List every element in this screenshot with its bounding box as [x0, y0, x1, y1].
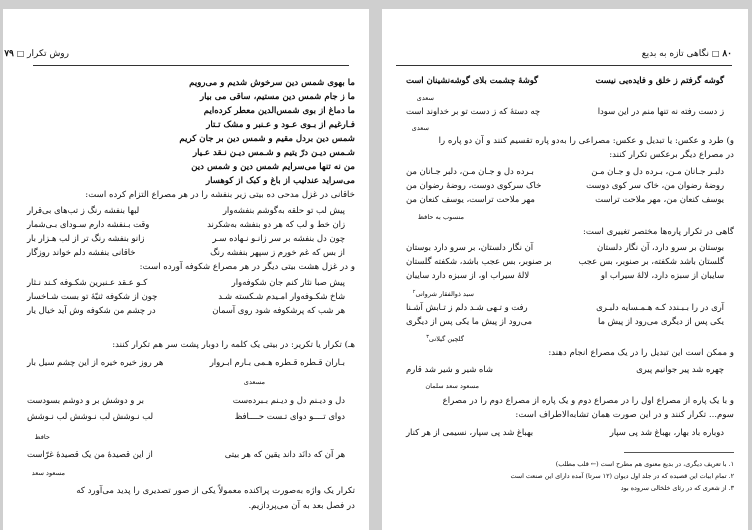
- text-line: تکرار یک واژه به‌صورت پراکنده معمولاً یکی از صور تصدیری را پدید می‌آورد که: [76, 486, 355, 496]
- hemistich: دلبـر جـانان مـن، بـرده دل و جـان مـن: [591, 166, 724, 176]
- hemistich: شاخ شکـوفه‌وار امـیدم شـکسته شـد: [218, 291, 345, 301]
- footnote-rule: [624, 452, 734, 453]
- poet-attribution: مسعدی: [243, 378, 265, 386]
- text-line: در مصراع دیگر برعکس تکرار کنند:: [609, 150, 734, 160]
- hemistich: بر صنوبر، بس عجب باشد، شکفته گلستان: [406, 256, 552, 266]
- hemistich: خاک سرکوی دوست، روضهٔ رضوان من: [406, 180, 542, 190]
- poet-attribution: سید ذوالفقار شروانی$^۲$: [412, 289, 474, 299]
- square-icon: □: [16, 49, 25, 58]
- poet-name: سید ذوالفقار شروانی: [415, 290, 474, 299]
- hemistich: یکی پس از دیگری می‌رود از پیش ما: [597, 316, 724, 326]
- couplet: [396, 180, 734, 191]
- hemistich: کـو عـقد عـنبرین شکـوفه کـند نـثار: [27, 277, 148, 287]
- hemistich: پیش لب تو حلقه به‌گوشم بنفشه‌وار: [222, 205, 345, 215]
- hemistich: دوباره باد بهار، بهباغ شد پی سپار: [609, 427, 724, 437]
- text-line: هـ) تکرار یا تکریر: در بیتی یک کلمه را دوبار پشت سر هم تکرار کنند:: [112, 340, 355, 350]
- hemistich: بهباغ شد پی سپار، نسیمی از هر کنار: [406, 427, 534, 437]
- hemistich: گلستان باشد شکفته، بر صنوبر، بس عجب: [578, 256, 724, 266]
- couplet: [396, 270, 734, 281]
- text-line: می‌سراید عندلیب از باغ و کبک از کوهسار: [205, 176, 355, 186]
- hemistich: چه دستهٔ که ز دست تو بر خداوند است: [406, 106, 541, 116]
- couplet: [396, 427, 734, 438]
- running-header: [4, 49, 69, 59]
- hemistich: بوستان بر سرو دارد، آن نگار دلستان: [596, 242, 724, 252]
- hemistich: آری در را بـبـندد کـه هـمـسایه دلبـری: [596, 302, 724, 312]
- poet-attribution: حافظ: [34, 433, 50, 441]
- footnote: ۱. با تعریف دیگری، در بدیع معنوی هم مطرح است (← قلب مطلب): [555, 460, 734, 468]
- hemistich: وقت بـنفشه دارم سـودای بـی‌شمار: [27, 219, 150, 229]
- hemistich: گوشه گرفتم ز خلق و فایده‌یی نیست: [595, 75, 724, 85]
- couplet: [396, 302, 734, 313]
- couplet: [17, 449, 355, 460]
- couplet: [17, 305, 355, 316]
- hemistich: یوسف کنعان من، مهر ملاحت تراست: [595, 194, 724, 204]
- text-line: و با یک پاره از مصراع اول را در مصراع دوم و یک پاره از مصراع دوم را در مصراع: [442, 396, 734, 406]
- hemistich: از بس که غم خورم ز سپهر بنفشه رنگ: [210, 247, 345, 257]
- hemistich: سایبان از سبزه دارد، لالهٔ سیراب او: [600, 270, 724, 280]
- couplet: [396, 364, 734, 375]
- text-line: سوم... تکرار کنند و در این صورت همان تشابه‌الاطراف است:: [515, 410, 734, 420]
- text-line: شمس دین بردل مقیم و شمس دین بر جان کریم: [179, 134, 355, 144]
- hemistich: لب نـوشش لب نـوشش لب نـوشش: [27, 411, 154, 421]
- poet-name: گلچین گیلانی: [428, 335, 464, 344]
- couplet: [17, 233, 355, 244]
- text-line: و در غزل هشت بیتی دیگر در هر مصراع شکوفه آورده است:: [139, 262, 355, 272]
- hemistich: رفت و تـهی شـد دلم ز تـابش آشـنا: [406, 302, 528, 312]
- poet-attribution: مسعود سعد: [31, 469, 65, 477]
- page-number: ۸۰: [722, 49, 732, 59]
- hemistich: هر آن که دانَد داند یقین که هر بیتی: [224, 449, 345, 459]
- poet-attribution: سعدی: [411, 124, 429, 132]
- square-icon: □: [711, 49, 720, 58]
- hemistich: بر و دوشش بر و دوشم بسودست: [27, 395, 144, 405]
- header-rule: [33, 65, 349, 66]
- hemistich: هر روز خیره خیره از این چشم سیل بار: [27, 357, 164, 367]
- running-header: [642, 49, 732, 59]
- hemistich: چون دل بنفشه بر سر زانـو نـهاده سـر: [212, 233, 345, 243]
- hemistich: پیش صبا نثار کنم جان شکوفه‌وار: [231, 277, 345, 287]
- text-line: گاهی در تکرار پاره‌ها مختصر تغییری است:: [582, 227, 734, 237]
- hemistich: از این قصیدهٔ من یک قصیدهٔ غرّاست: [27, 449, 153, 459]
- couplet: [396, 75, 734, 86]
- couplet: [17, 219, 355, 230]
- header-rule: [396, 65, 732, 66]
- hemistich: زان خط و لب که هر دو بنفشه به‌شکرند: [207, 219, 345, 229]
- hemistich: می‌رود از پیش ما یکی پس از دیگری: [406, 316, 533, 326]
- text-line: و ممکن است این تبدیل را در یک مصراع انجام دهند:: [548, 348, 734, 358]
- text-line: شـمس دیـن درّ یتیم و شـمس دیـن نـقد عـیار: [193, 148, 355, 158]
- poet-attribution: مسعود سعد سلمان: [425, 382, 479, 390]
- hemistich: خاقانی بنفشه دلم خواند روزگار: [27, 247, 136, 257]
- hemistich: چهره شد پیر جوانیم پیری: [636, 364, 724, 374]
- hemistich: لالهٔ سیراب او، از سبزه دارد سایبان: [406, 270, 530, 280]
- footnote: ۳. از شعری که در رثای خلخالی سروده بود: [620, 484, 734, 492]
- page-80: [382, 9, 748, 530]
- poet-attribution: منسوب به حافظ: [417, 213, 464, 221]
- couplet: [396, 242, 734, 253]
- text-line: من نه تنها می‌سرایم شمس دین و شمس دین: [191, 162, 355, 172]
- running-title: نگاهی تازه به بدیع: [641, 49, 710, 59]
- hemistich: دل و دیـنم دل و دیـنم بـبرده‌ست: [232, 395, 345, 405]
- text-line: فـارغیم از بـوی عـود و عـنبر و مشک تـتار: [206, 120, 355, 130]
- hemistich: آن نگار دلستان، بر سرو دارد بوستان: [406, 242, 534, 252]
- poet-attribution: سعدی: [416, 94, 434, 102]
- couplet: [17, 357, 355, 368]
- couplet: [396, 194, 734, 205]
- hemistich: در چشم من شکوفه وش آید خیال یار: [27, 305, 156, 315]
- page-number: ۷۹: [4, 49, 14, 59]
- hemistich: روضهٔ رضوان من، خاک سر کوی دوست: [586, 180, 724, 190]
- text-line: و) طرد و عکس: یا تبدیل و عکس: مصراعی را به‌دو پاره تقسیم کنند و آن دو پاره را: [438, 136, 734, 146]
- couplet: [17, 247, 355, 258]
- text-line: خاقانی در غزل مدحی ده بیتی زیر بنفشه را در هر مصراع التزام کرده است:: [85, 190, 355, 200]
- hemistich: شاه شیر و شیر شد قارم: [406, 364, 493, 374]
- hemistich: لبها بنفشه رنگ ز تب‌های بی‌قرار: [27, 205, 140, 215]
- hemistich: بـاران قـطره قـطره هـمی بـارم ابـروار: [209, 357, 345, 367]
- hemistich: زانو بنفشه رنگ تر از لب هـزار بار: [27, 233, 145, 243]
- running-title: روش تکرار: [27, 49, 69, 59]
- hemistich: بـرده دل و جـان مـن، دلبر جـانان من: [406, 166, 534, 176]
- couplet: [17, 291, 355, 302]
- hemistich: دوای تــــو دوای تـست حــــافظ: [234, 411, 345, 421]
- poet-attribution: گلچین گیلانی$^۳$: [426, 334, 464, 344]
- text-line: ما دماغ از بوی شمس‌الدین معطر کرده‌ایم: [203, 106, 355, 116]
- footnote: ۲. تمام ابیات این قصیده که در جلد اول دیوان (۱۲ سرتا) آمده دارای این صنعت است: [510, 472, 734, 480]
- couplet: [396, 256, 734, 267]
- hemistich: هر شب که پرشکوفه شود روی آسمان: [212, 305, 345, 315]
- page-79: [3, 9, 369, 530]
- couplet: [17, 277, 355, 288]
- couplet: [396, 166, 734, 177]
- couplet: [17, 205, 355, 216]
- text-line: ما ز جام شمس دین مستیم، ساقی می بیار: [199, 92, 355, 102]
- text-line: ما بهوی شمس دین سرخوش شدیم و می‌رویم: [189, 78, 355, 88]
- text-line: در فصل بعد به آن می‌پردازیم.: [248, 501, 355, 511]
- hemistich: مهر ملاحت تراست، یوسف کنعان من: [406, 194, 535, 204]
- hemistich: گوشهٔ چشمت بلای گوشه‌نشینان است: [406, 75, 539, 85]
- couplet: [17, 411, 355, 422]
- couplet: [17, 395, 355, 406]
- hemistich: ز دست رفته نه تنها منم در این سودا: [597, 106, 724, 116]
- hemistich: چون از شکوفه ثنیّهٔ تو بست شـاخسار: [27, 291, 158, 301]
- couplet: [396, 316, 734, 327]
- couplet: [396, 106, 734, 117]
